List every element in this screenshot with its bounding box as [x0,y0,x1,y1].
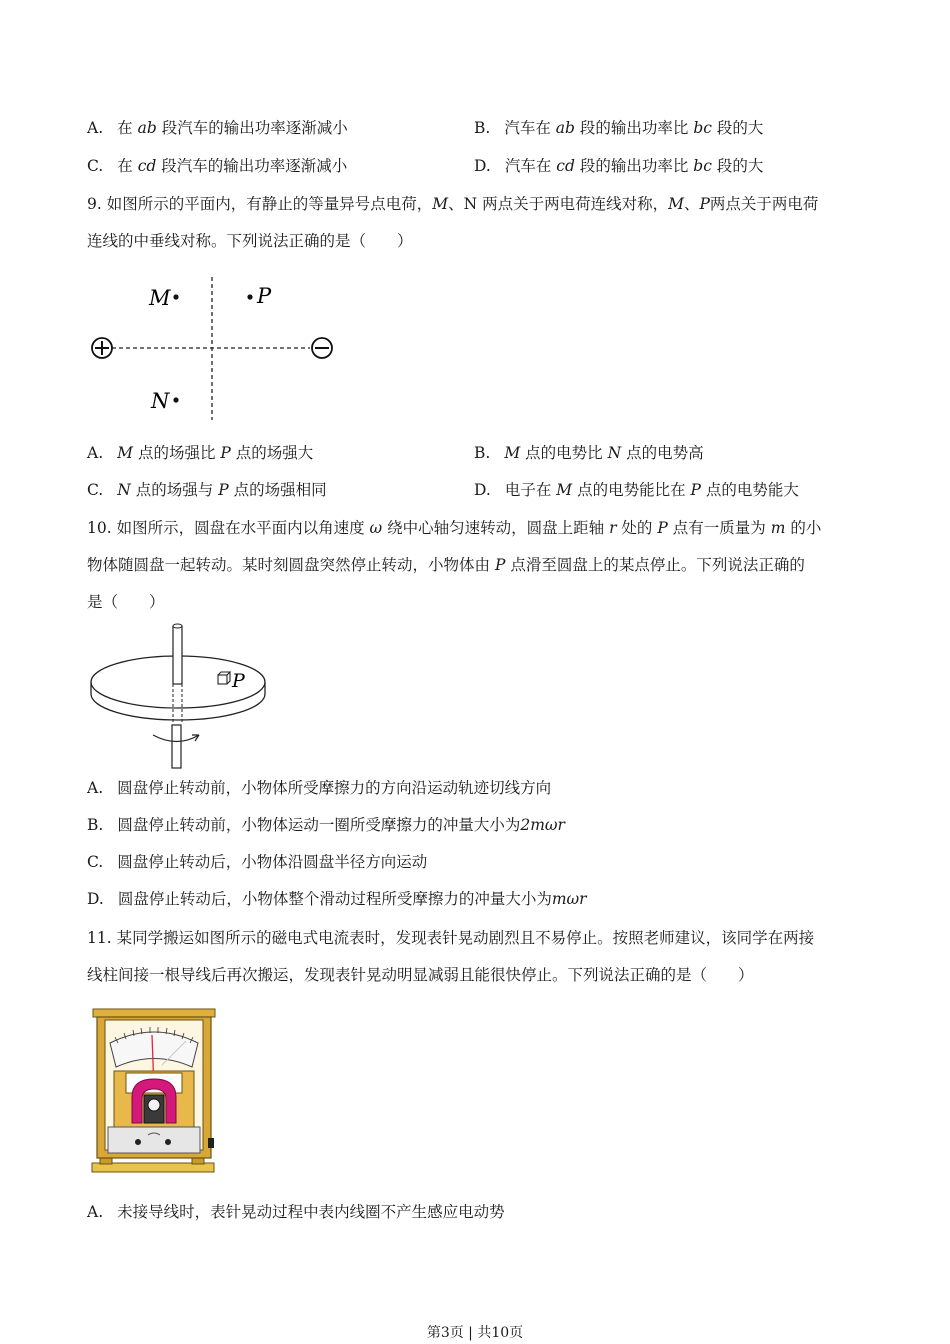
page-footer: 第3页 | 共10页 [426,1325,524,1341]
q10-stem-line1: 10. 如图所示，圆盘在水平面内以角速度 ω 绕中心轴匀速转动，圆盘上距轴 r 处的 P 点有一质量为 m 的小 [87,519,822,537]
point-p-label: P [257,284,272,308]
q9-option-a: A. M 点的场强比 P 点的场强大 [87,444,314,462]
q9-option-d: D. 电子在 M 点的电势能比在 P 点的电势能大 [474,481,799,499]
side-knob [208,1138,214,1148]
q10-option-a: A. 圆盘停止转动前，小物体所受摩擦力的方向沿运动轨迹切线方向 [87,779,552,797]
axle-top-cap [173,624,182,628]
q11-stem-line2: 线柱间接一根导线后再次搬运，发现表针晃动明显减弱且能很快停止。下列说法正确的是（ ） [87,966,754,984]
q10-option-c: C. 圆盘停止转动后，小物体沿圆盘半径方向运动 [87,853,428,871]
point-n-dot [173,397,178,402]
q10-stem-line3: 是（ ） [87,593,165,611]
q11-option-a: A. 未接导线时，表针晃动过程中表内线圈不产生感应电动势 [87,1203,505,1221]
point-p-dot [247,294,252,299]
terminal-panel [108,1127,200,1153]
rotating-disc-diagram [85,622,275,770]
q8-option-b: B. 汽车在 ab 段的输出功率比 bc 段的大 [474,119,764,137]
terminal-left-icon [135,1139,141,1145]
terminal-right-icon [165,1139,171,1145]
q9-option-b: B. M 点的电势比 N 点的电势高 [474,444,704,462]
axle-lower [172,725,181,768]
q9-stem-line2: 连线的中垂线对称。下列说法正确的是（ ） [87,232,413,250]
point-n-label: N [151,389,170,413]
negative-charge-icon [312,338,332,358]
point-m-label: M [149,286,171,310]
point-m-dot [173,294,178,299]
q10-option-d: D. 圆盘停止转动后，小物体整个滑动过程所受摩擦力的冲量大小为mωr [87,890,587,908]
charge-diagram [85,275,345,425]
q9-option-c: C. N 点的场强与 P 点的场强相同 [87,481,327,499]
q10-option-b: B. 圆盘停止转动前，小物体运动一圈所受摩擦力的冲量大小为2mωr [87,816,565,834]
q8-option-d: D. 汽车在 cd 段的输出功率比 bc 段的大 [474,157,764,175]
coil-core [148,1099,160,1111]
point-p-label: P [232,670,245,692]
q8-option-a: A. 在 ab 段汽车的输出功率逐渐减小 [87,119,348,137]
meter-top [93,1009,215,1017]
positive-charge-icon [92,338,112,358]
q9-stem-line1: 9. 如图所示的平面内，有静止的等量异号点电荷，M、N 两点关于两电荷连线对称，M、P两点关于两电荷 [87,195,819,213]
galvanometer-illustration [88,1005,220,1177]
q10-stem-line2: 物体随圆盘一起转动。某时刻圆盘突然停止转动，小物体由 P 点滑至圆盘上的某点停止。下列说法正确的 [87,556,805,574]
q8-option-c: C. 在 cd 段汽车的输出功率逐渐减小 [87,157,348,175]
axle-upper [173,626,182,684]
q11-stem-line1: 11. 某同学搬运如图所示的磁电式电流表时，发现表针晃动剧烈且不易停止。按照老师建议，该同学在两接 [87,929,815,947]
